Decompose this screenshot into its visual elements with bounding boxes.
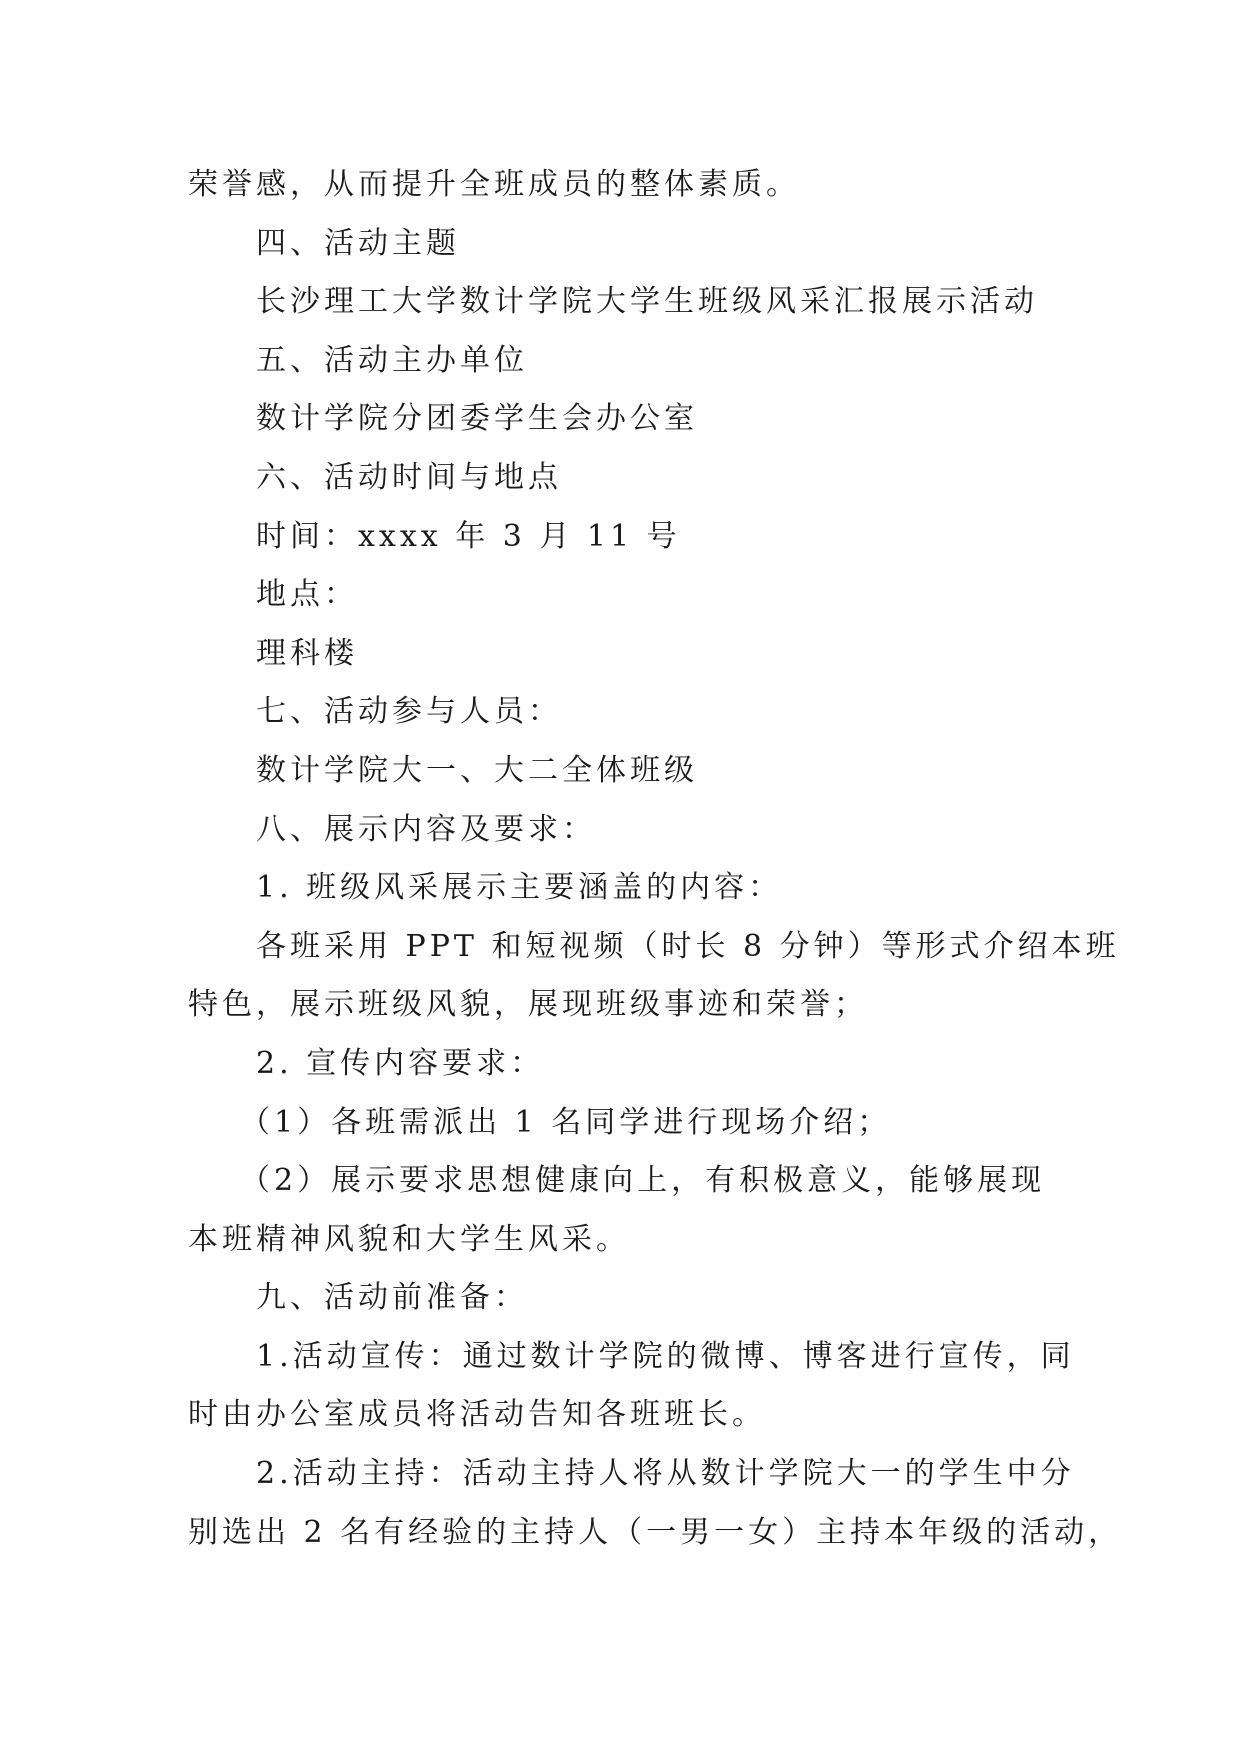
paragraph-line: 时间：xxxx 年 3 月 11 号 bbox=[256, 518, 681, 554]
paragraph-line: 特色，展示班级风貌，展现班级事迹和荣誉； bbox=[188, 987, 868, 1023]
paragraph-line: 时由办公室成员将活动告知各班班长。 bbox=[188, 1397, 766, 1433]
section-heading-content: 八、展示内容及要求： bbox=[256, 811, 596, 847]
section-heading-time-place: 六、活动时间与地点 bbox=[256, 459, 562, 495]
paragraph-line: 数计学院大一、大二全体班级 bbox=[256, 752, 698, 788]
paragraph-line: 别选出 2 名有经验的主持人（一男一女）主持本年级的活动， bbox=[188, 1514, 1123, 1550]
paragraph-line: 荣誉感，从而提升全班成员的整体素质。 bbox=[188, 167, 800, 202]
list-item: 2. 宣传内容要求： bbox=[256, 1045, 545, 1081]
section-heading-participants: 七、活动参与人员： bbox=[256, 694, 562, 730]
list-item: 1.活动宣传：通过数计学院的微博、博客进行宣传，同 bbox=[256, 1338, 1075, 1374]
section-heading-organizer: 五、活动主办单位 bbox=[256, 342, 528, 378]
paragraph-line: 长沙理工大学数计学院大学生班级风采汇报展示活动 bbox=[256, 284, 1038, 320]
paragraph-line: 各班采用 PPT 和短视频（时长 8 分钟）等形式介绍本班 bbox=[256, 928, 1120, 964]
list-item: 2.活动主持：活动主持人将从数计学院大一的学生中分 bbox=[256, 1456, 1075, 1492]
list-item: 1. 班级风采展示主要涵盖的内容： bbox=[256, 870, 783, 906]
paragraph-line: 本班精神风貌和大学生风采。 bbox=[188, 1221, 630, 1257]
paragraph-line: 理科楼 bbox=[256, 635, 358, 671]
section-heading-preparation: 九、活动前准备： bbox=[256, 1280, 528, 1316]
paragraph-line: 数计学院分团委学生会办公室 bbox=[256, 401, 698, 437]
document-body bbox=[188, 156, 1123, 1562]
list-item: （2）展示要求思想健康向上，有积极意义，能够展现 bbox=[240, 1163, 1046, 1199]
list-item: （1）各班需派出 1 名同学进行现场介绍； bbox=[240, 1104, 892, 1140]
paragraph-line: 地点： bbox=[256, 577, 358, 613]
section-heading-theme: 四、活动主题 bbox=[256, 225, 460, 261]
